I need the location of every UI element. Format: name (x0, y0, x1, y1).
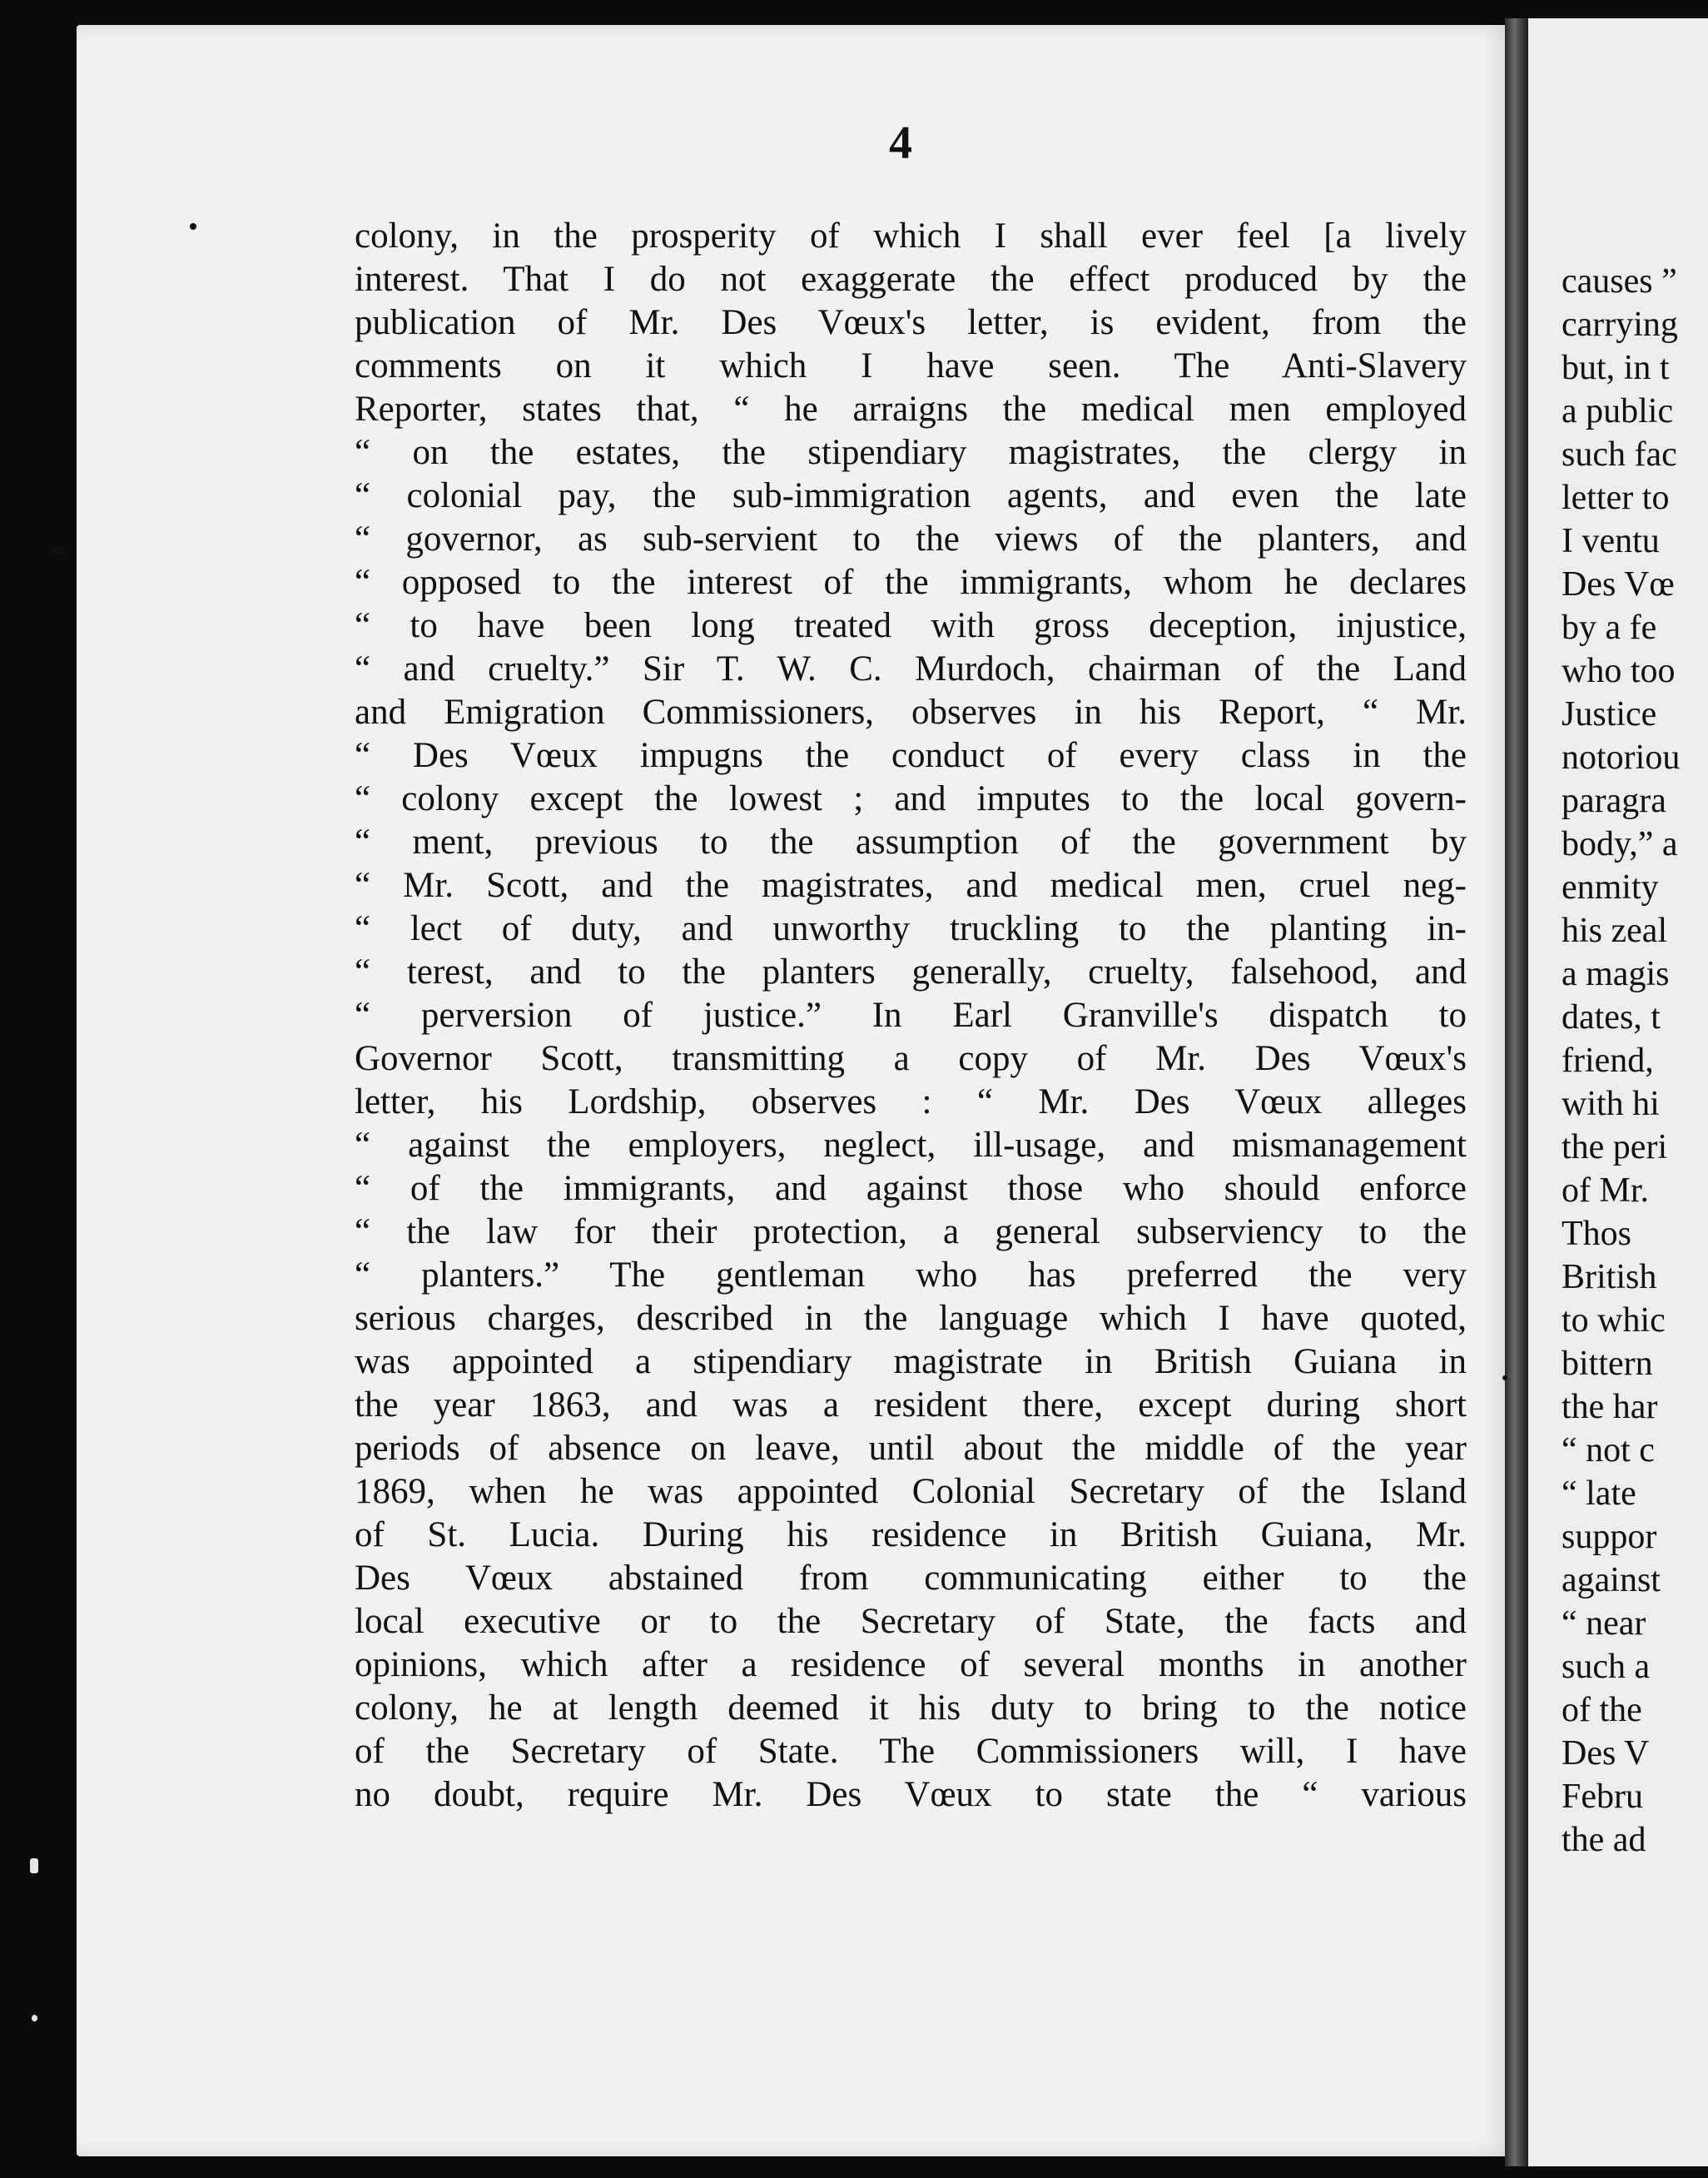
text-line: paragra (1562, 782, 1666, 820)
text-line: Governor Scott, transmitting a copy of Mr. Des Vœux's (355, 1039, 1467, 1078)
text-line: against (1562, 1561, 1661, 1599)
text-line: “ colonial pay, the sub-immigration agents, and even the late (355, 476, 1467, 515)
text-line: carrying (1562, 306, 1678, 344)
text-line: “ near (1562, 1604, 1646, 1643)
text-line: “ lect of duty, and unworthy truckling to the planting in- (355, 909, 1467, 948)
text-line: Reporter, states that, “ he arraigns the medical men employed (355, 390, 1467, 429)
text-line: “ colony except the lowest ; and imputes to the local govern- (355, 779, 1467, 818)
text-line: opinions, which after a residence of several months in another (355, 1645, 1467, 1684)
text-line: Justice (1562, 695, 1657, 733)
text-line: periods of absence on leave, until about the middle of the year (355, 1429, 1467, 1468)
margin-speck (30, 1858, 38, 1873)
margin-speck (52, 546, 63, 554)
text-line: letter, his Lordship, observes : “ Mr. Des Vœux alleges (355, 1082, 1467, 1121)
page-number: 4 (889, 117, 912, 169)
text-line: to whic (1562, 1301, 1666, 1340)
text-line: I ventu (1562, 522, 1660, 560)
text-line: body,” a (1562, 825, 1678, 863)
book-spine (1505, 18, 1528, 2166)
text-line: “ Des Vœux impugns the conduct of every class in the (355, 736, 1467, 775)
text-line: “ to have been long treated with gross deception, injustice, (355, 606, 1467, 645)
text-line: Des Vœux abstained from communicating either to the (355, 1559, 1467, 1598)
text-line: the year 1863, and was a resident there, except during short (355, 1385, 1467, 1425)
text-line: “ governor, as sub-servient to the views of the planters, and (355, 520, 1467, 559)
text-line: suppor (1562, 1518, 1657, 1556)
text-line: dates, t (1562, 998, 1661, 1037)
text-line: notoriou (1562, 738, 1681, 777)
text-line: of Mr. (1562, 1171, 1649, 1210)
text-line: Des Vœ (1562, 565, 1675, 604)
text-line: letter to (1562, 479, 1670, 517)
text-line: his zeal (1562, 912, 1668, 950)
text-line: such a (1562, 1648, 1651, 1686)
text-line: with hi (1562, 1085, 1660, 1123)
text-line: “ terest, and to the planters generally, cruelty, falsehood, and (355, 952, 1467, 992)
text-line: Thos (1562, 1215, 1631, 1253)
right-page (1528, 18, 1708, 2166)
text-line: a magis (1562, 955, 1670, 993)
text-line: “ perversion of justice.” In Earl Granville's dispatch to (355, 996, 1467, 1035)
text-line: “ against the employers, neglect, ill-usage, and mismanagement (355, 1126, 1467, 1165)
text-line: comments on it which I have seen. The Anti-Slavery (355, 346, 1467, 385)
margin-speck (190, 223, 196, 230)
text-line: a public (1562, 392, 1674, 430)
text-line: “ planters.” The gentleman who has preferred the very (355, 1256, 1467, 1295)
text-line: was appointed a stipendiary magistrate in British Guiana in (355, 1342, 1467, 1381)
body-text (355, 215, 1467, 1817)
text-line: 1869, when he was appointed Colonial Secretary of the Island (355, 1472, 1467, 1511)
text-line: friend, (1562, 1042, 1654, 1080)
text-line: of the (1562, 1691, 1642, 1729)
text-line: Febru (1562, 1778, 1643, 1816)
text-line: causes ” (1562, 262, 1677, 301)
text-line: British (1562, 1258, 1657, 1296)
text-line: Des V (1562, 1734, 1650, 1773)
text-line: enmity (1562, 868, 1659, 907)
text-line: and Emigration Commissioners, observes in his Report, “ Mr. (355, 693, 1467, 732)
text-line: “ ment, previous to the assumption of the government by (355, 823, 1467, 862)
text-line: “ on the estates, the stipendiary magistrates, the clergy in (355, 433, 1467, 472)
margin-speck (32, 2015, 37, 2021)
text-line: by a fe (1562, 609, 1657, 647)
margin-speck (1502, 1375, 1507, 1380)
text-line: “ not c (1562, 1431, 1655, 1469)
text-line: interest. That I do not exaggerate the effect produced by the (355, 260, 1467, 299)
text-line: local executive or to the Secretary of State, the facts and (355, 1602, 1467, 1641)
text-line: bittern (1562, 1345, 1653, 1383)
text-line: the peri (1562, 1128, 1668, 1166)
text-line: no doubt, require Mr. Des Vœux to state the “ various (355, 1775, 1467, 1814)
text-line: colony, he at length deemed it his duty to bring to the notice (355, 1688, 1467, 1728)
text-line: publication of Mr. Des Vœux's letter, is evident, from the (355, 303, 1467, 342)
text-line: “ of the immigrants, and against those who should enforce (355, 1169, 1467, 1208)
text-line: colony, in the prosperity of which I shall ever feel [a lively (355, 216, 1467, 256)
text-line: serious charges, described in the language which I have quoted, (355, 1299, 1467, 1338)
text-line: the ad (1562, 1821, 1646, 1859)
text-line: of St. Lucia. During his residence in British Guiana, Mr. (355, 1515, 1467, 1554)
text-line: the har (1562, 1388, 1658, 1426)
text-line: “ Mr. Scott, and the magistrates, and medical men, cruel neg- (355, 866, 1467, 905)
text-line: who too (1562, 652, 1676, 690)
text-line: “ and cruelty.” Sir T. W. C. Murdoch, chairman of the Land (355, 649, 1467, 689)
text-line: “ opposed to the interest of the immigrants, whom he declares (355, 563, 1467, 602)
right-page-text (1562, 260, 1680, 1862)
text-line: “ the law for their protection, a general subserviency to the (355, 1212, 1467, 1251)
text-line: such fac (1562, 435, 1677, 474)
text-line: of the Secretary of State. The Commissioners will, I have (355, 1732, 1467, 1771)
text-line: “ late (1562, 1474, 1636, 1513)
text-line: but, in t (1562, 349, 1670, 387)
